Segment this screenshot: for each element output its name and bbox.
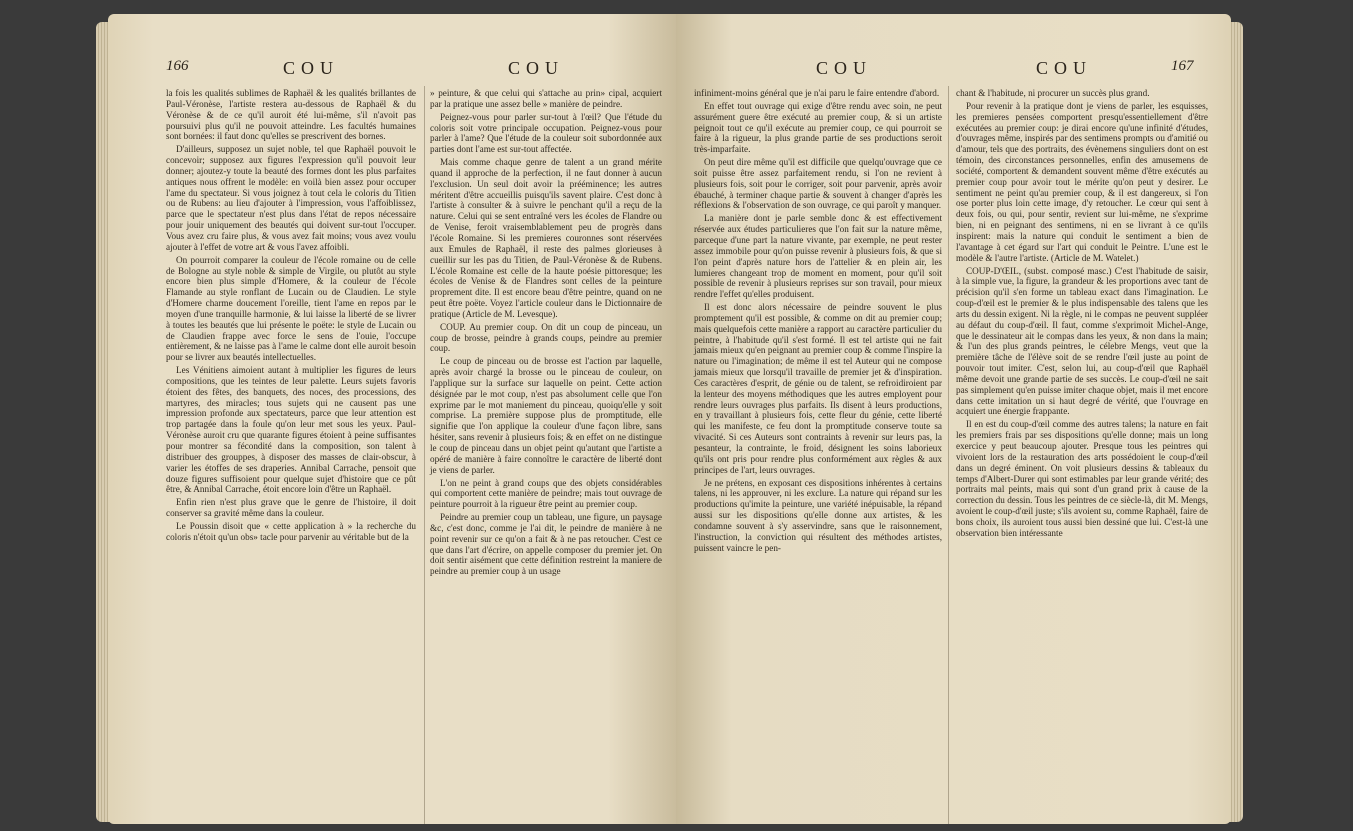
paragraph: Peignez-vous pour parler sur-tout à l'œil? Que l'étude du coloris soit votre principale occupation. Peignez-vous pour parler à l'ame? Que l'étude de la couleur soit subordonnée aux parties dont l'ame est sur-tout affectée. (430, 111, 662, 155)
paragraph: Je ne prétens, en exposant ces dispositions inhérentes à certains talens, ni les approuver, ni les exclure. La nature qui répand sur les productions qu'imite la peinture, une variété inépuisable, la répand aussi sur les dispositions qu'elle donne aux artistes, & les condamne souvent à s'y asservindre, sans que le raisonnement, l'instruction, la conviction qui résultent des méthodes artistes, puissent vaincre le pen- (694, 477, 942, 553)
text-column-right (956, 88, 1208, 541)
text-column-left (166, 88, 416, 545)
paragraph: Les Vénitiens aimoient autant à multiplier les figures de leurs compositions, que les teintes de leur palette. Leurs sujets favoris étoient des fêtes, des banquets, des noces, des processions, des martyres, des miracles; tous sujets qui ne causent pas une impression profonde aux spectateurs, parce que leur attention est trop partagée dans la foule qu'on leur met sous les yeux. Paul-Véronèse auroit cru que quarante figures étoient à peine suffisantes pour montrer sa fécondité dans la composition, son talent à distribuer des grouppes, à disposer des masses de clair-obscur, à varier les étoffes de ses draperies. Annibal Carrache, pensoit que douze figures suffisoient pour quelque sujet d'histoire que ce pût être, & Annibal Carrache, étoit encore loin d'être un Raphaël. (166, 365, 416, 495)
paragraph: » peinture, & que celui qui s'attache au prin» cipal, acquiert par la pratique une assez belle » manière de peindre. (430, 88, 662, 109)
paragraph: Il en est du coup-d'œil comme des autres talens; la nature en fait les premiers frais par ses dispositions qu'elle donne; mais un long exercice y peut beaucoup ajouter. Presque tous les peintres qui vivoient lors de la restauration des arts possédoient le coup-d'œil dans un degré éminent. On voit plusieurs dessins & tableaux du temps d'Albert-Durer qui sont estimables par leur grande vérité; des portraits mal peints, mais qui sont d'un grand prix à cause de la correction du dessin. Tous les peintres de ce siècle-là, dit M. Mengs, avoient le coup-d'œil juste; s'ils avoient su, comme Raphaël, faire de bons choix, ils auroient tous aussi bien dessiné que lui. C'est-là une observation bien intéressante (956, 419, 1208, 538)
paragraph: Mais comme chaque genre de talent a un grand mérite quand il approche de la perfection, il ne faut donner à aucun l'exclusion. Un seul doit avoir la prééminence; les autres méritent d'être accueillis puisqu'ils savent plaire. C'est donc à l'artiste à consulter & à suivre le penchant qu'il a reçu de la nature. Celui qui se sent entraîné vers les écoles de Flandre ou de Venise, feroit vraisemblablement peu de progrès dans l'école Romaine. Si les premieres couronnes sont réservées aux Emules de Raphaël, il reste des palmes glorieuses à cueillir sur les pas du Titien, de Paul-Véronèse & de Rubens. L'école Romaine est celle de la haute poésie pittoresque; les écoles de Venise & de Flandres sont celles de la peinture proprement dite. Il est encore beau d'être peintre, quand on ne peut être poëte. Voyez l'article couleur dans le Dictionnaire de pratique (Article de M. Levesque). (430, 157, 662, 319)
text-column-left (694, 88, 942, 555)
running-head: COU (283, 58, 340, 78)
paragraph: La manière dont je parle semble donc & est effectivement réservée aux études particulieres que l'on fait sur la nature même, parceque d'une part la nature vivante, par exemple, ne peut rester assez immobile pour qu'on puisse revenir à plusieurs fois, & que si l'on peint d'après nature hors de l'attelier & en plein air, les lumieres changeant trop de moment en moment, pour qu'il soit possible de revenir à plusieurs reprises sur son travail, pour mieux rendre l'effet qu'elles produisent. (694, 213, 942, 300)
paragraph: COUP. Au premier coup. On dit un coup de pinceau, un coup de brosse, peindre à grands coups, peindre au premier coup. (430, 321, 662, 354)
paragraph: L'on ne peint à grand coups que des objets considérables qui comportent cette manière de peindre; mais tout ouvrage de peinture pourroit à la rigueur être peint au premier coup. (430, 477, 662, 510)
right-page-edge (1229, 22, 1243, 822)
paragraph: Peindre au premier coup un tableau, une figure, un paysage &c, c'est donc, comme je l'ai dit, le peindre de manière à ne point revenir sur ce qu'on a fait & à ne pas retoucher. C'est ce que dans l'art d'écrire, on appelle composer du premier jet. On doit sentir aisément que cette définition restreint la maniere de peindre au premier coup à un usage (430, 512, 662, 577)
paragraph: Le coup de pinceau ou de brosse est l'action par laquelle, après avoir chargé la brosse ou le pinceau de couleur, on l'applique sur la surface sur laquelle on peint. Cette action désignée par le mot coup, n'est pas absolument celle que l'on exprime par le mot maniement du pinceau, quoiqu'elle y soit comprise. La première suppose plus de promptitude, elle signifie que l'on applique la couleur d'une façon libre, sans hésiter, sans revenir à plusieurs fois; & en effet on ne distingue le coup de pinceau dans un objet peint qu'autant que l'artiste a opéré de manière à faire connoître le caractère de liberté dont je viens de parler. (430, 356, 662, 475)
paragraph: Le Poussin disoit que « cette application à » la recherche du coloris n'étoit qu'un obs» tacle pour parvenir au véritable but de la (166, 520, 416, 542)
column-rule (424, 86, 425, 824)
paragraph: D'ailleurs, supposez un sujet noble, tel que Raphaël pouvoit le concevoir; supposez aux figures l'expression qu'il pouvoit leur donner; ajoutez-y toute la beauté des formes dont les plus parfaites antiques nous offrent le modèle: en voilà bien assez pour occuper l'ame du spectateur. Si vous joignez à tout cela le coloris du Titien ou de Rubens: au lieu d'ajouter à l'impression, vous l'affoiblissez, parce que le spectateur n'est plus dans l'état de repos nécessaire pour jouir uniquement des beautés qui doivent sur-tout l'occuper. Vous avez cru faire plus, & vous avez fait moins; vous avez voulu ajouter à l'effet de votre art & vous l'avez affoibli. (166, 144, 416, 252)
right-page (676, 14, 1231, 824)
column-rule (948, 86, 949, 824)
paragraph: infiniment-moins général que je n'ai paru le faire entendre d'abord. (694, 88, 940, 98)
paragraph: Pour revenir à la pratique dont je viens de parler, les esquisses, les premieres pensées comportent presqu'essentiellement d'être exécutées au premier coup: je dirai encore qu'une infinité d'études, d'ouvrages même, inspirés par des sentimens prompts ou d'amitié ou d'amour, tels que des portraits, des évènemens singuliers dont on est témoin, des circonstances personnelles, enfin des amusemens de société, comportent & demandent souvent même d'être exécutés au premier coup pour avoir tout le mérite qu'on peut y desirer. Le sentiment ne peint qu'au premier coup, & il est dangereux, si l'on ose porter plus loin cette image, d'y retoucher. Le cœur qui sent à deux fois, ou qui, pour sentir, revient sur lui-même, ne s'exprime bien, ni en peignant des sentimens, ni en se livrant à ce qu'ils inspirent: mais la nature qui conduit le sentiment a bien de l'avantage à cet égard sur l'art qui conduit le Peintre. L'une est le modèle & l'autre l'artiste. (Article de M. Watelet.) (956, 100, 1208, 263)
running-head: COU (816, 58, 873, 78)
running-head: COU (1036, 58, 1093, 78)
page-number: 167 (1171, 58, 1194, 74)
paragraph: Il est donc alors nécessaire de peindre souvent le plus promptement qu'il est possible, & comme on dit au premier coup; mais quelquefois cette manière a rapport au caractère particulier du peintre, à l'habitude qu'il s'est formé. Il est tel artiste qui ne fait jamais mieux qu'en peignant au premier coup & comme l'inspire la nature ou l'imagination; de même il est tel Auteur qui ne compose jamais mieux que lorsqu'il travaille de premier jet & d'inspiration. Ces caractères d'esprit, de génie ou de talent, se refroidiroient par la lenteur des moyens méthodiques que les autres employent pour rendre leurs ouvrages plus parfaits. Ils disent à leurs productions, en y travaillant à plusieurs fois, cette fleur du génie, cette liberté qui les manifeste, ce feu dont la promptitude conserve toute sa vivacité. Si ces Auteurs sont contraints à revenir sur leurs pas, la pesanteur, la contrainte, le froid, désignent les soins laborieux qu'ils ont pris pour rendre plus conformément aux règles & aux principes de l'art, leurs ouvrages. (694, 302, 942, 475)
paragraph: COUP-D'ŒIL, (subst. composé masc.) C'est l'habitude de saisir, à la simple vue, la figure, la grandeur & les proportions avec tant de précision qu'il s'en forme un tableau exact dans l'imagination. Le coup-d'œil est le premier & le plus indispensable des talens que les arts du dessin exigent. Ni la règle, ni le compas ne peuvent suppléer au défaut du coup-d'œil. Il faut, comme s'exprimoit Michel-Ange, que le dessinateur ait le compas dans les yeux, & non dans la main; & l'un des plus grands peintres, le célebre Mengs, veut que la première tâche de l'élève soit de se rendre l'œil juste au point de pouvoir tout imiter. C'est, selon lui, au coup-d'œil que Raphaël même devoit une grande partie de ses succès. Le coup-d'œil ne sait pas simplement qu'en puisse imiter chaque objet, mais il met encore dans cette imitation un si haut degré de vérité, que l'ouvrage en acquiert une énergie frappante. (956, 265, 1208, 417)
paragraph: On pourroit comparer la couleur de l'école romaine ou de celle de Bologne au style noble & simple de Virgile, ou plutôt au style encore bien plus simple d'Homere, & la couleur de l'école Flamande au style ronflant de Lucain ou de Claudien. Le style d'Homere charme doucement l'oreille, tient l'ame en repos par le moyen d'une tranquille harmonie, & lui laisse la liberté de se livrer à toutes les beautés que lui présente le poëte: le style de Lucain ou de Claudien frappe avec force le sens de l'ouie, l'occupe entièrement, & ne laisse pas à l'ame le calme dont elle auroit besoin pour se livrer aux beautés intellectuelles. (166, 254, 416, 363)
paragraph: On peut dire même qu'il est difficile que quelqu'ouvrage que ce soit puisse être assez parfaitement rendu, si l'on ne revient à plusieurs fois, soit pour le corriger, soit pour parvenir, après avoir ébauché, à terminer chaque partie & souvent à changer d'après les réflexions & l'observation de son ouvrage, ce qui paroît y manquer. (694, 157, 942, 211)
running-head: COU (508, 58, 565, 78)
paragraph: En effet tout ouvrage qui exige d'être rendu avec soin, ne peut assurément guere être exécuté au premier coup, & si un artiste peignoit tout ce qu'il exécute au premier coup, ce qui pourroit se faire à la rigueur, la plus grande partie de ses productions seroit très-imparfaite. (694, 100, 942, 155)
text-column-right (430, 88, 662, 579)
paragraph: chant & l'habitude, ni procurer un succès plus grand. (956, 88, 1150, 98)
page-number: 166 (166, 58, 189, 74)
paragraph: Enfin rien n'est plus grave que le genre de l'histoire, il doit conserver sa gravité même dans la couleur. (166, 497, 416, 519)
paragraph: la fois les qualités sublimes de Raphaël & les qualités brillantes de Paul-Véronèse, l'artiste restera au-dessous de Raphaël & du Véronèse & de ce qu'il auroit été lui-même, s'il n'avoit pas poursuivi plus qu'il ne pouvoit atteindre. Les facultés humaines sont bornées: il faut donc qu'elles se prescrivent des bornes. (166, 88, 416, 142)
left-page (108, 14, 676, 824)
